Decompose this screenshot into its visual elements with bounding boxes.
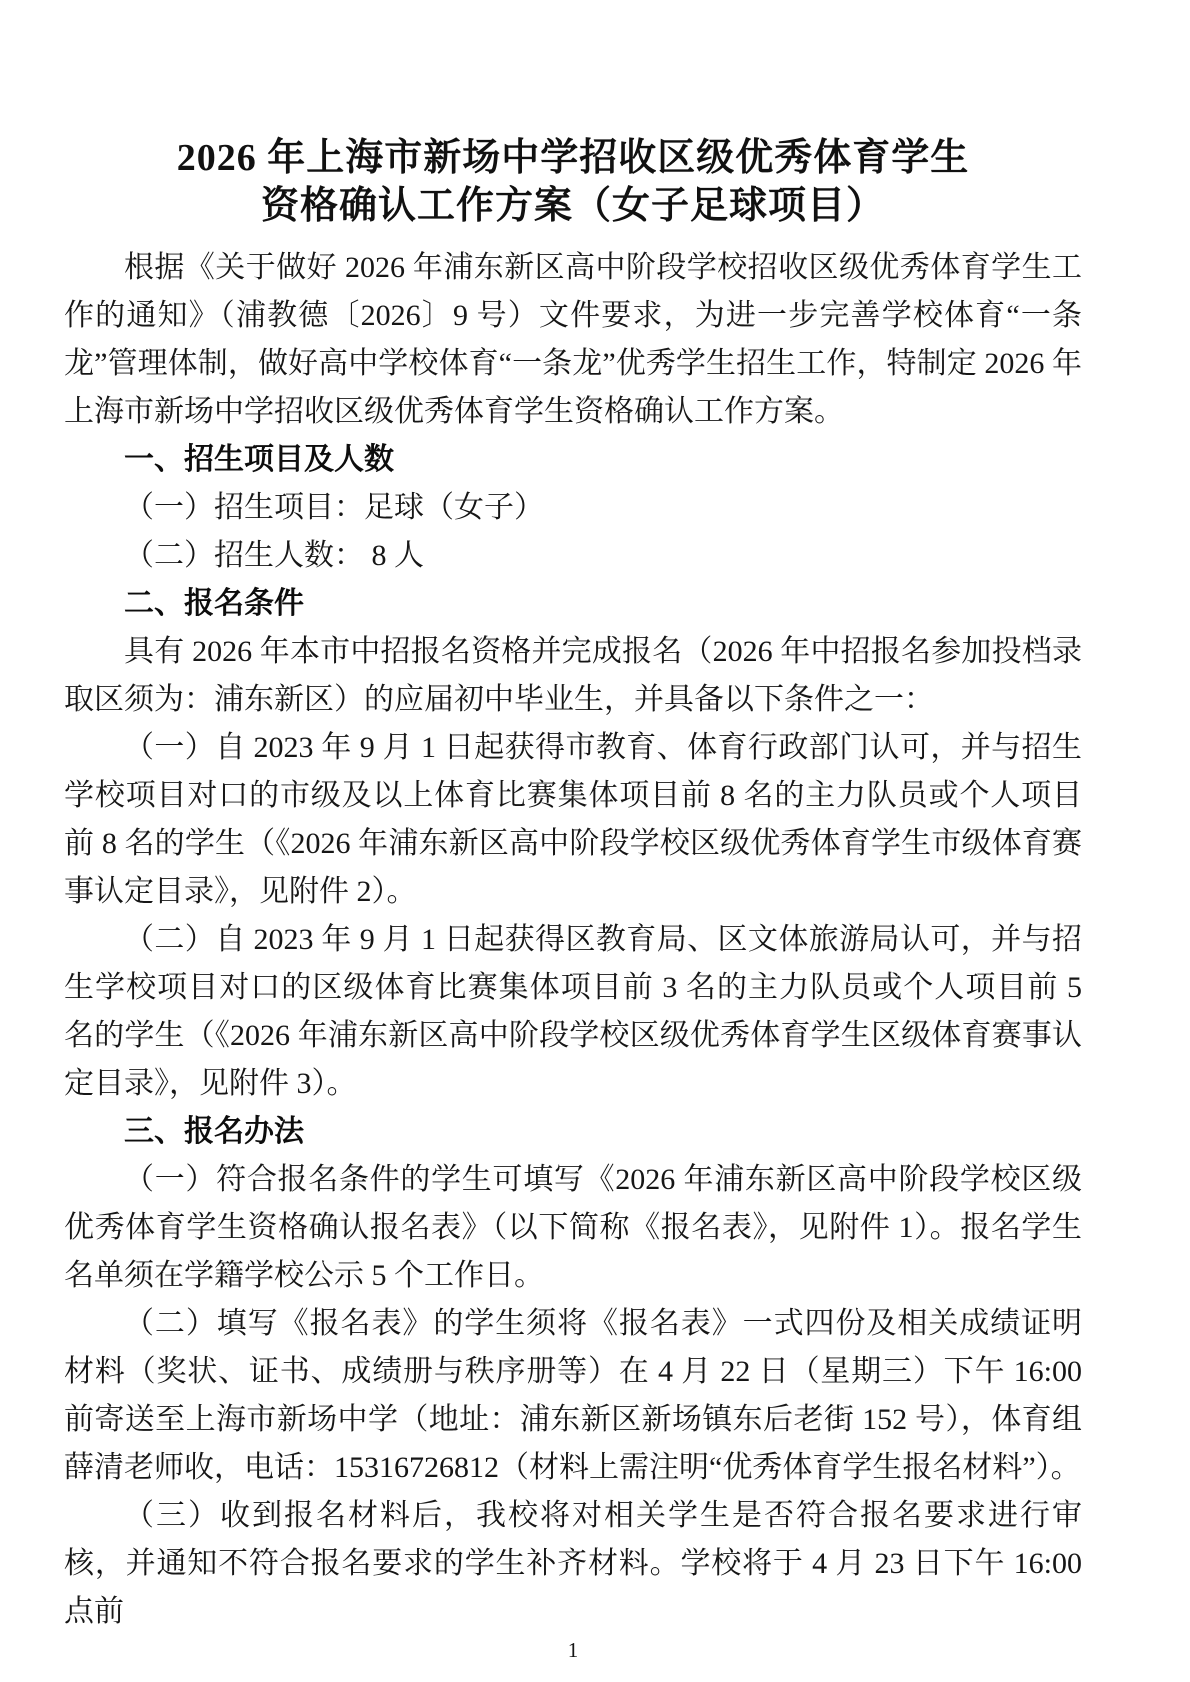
condition-1-paragraph: （一）自 2023 年 9 月 1 日起获得市教育、体育行政部门认可，并与招生学校项目对口的市级及以上体育比赛集体项目前 8 名的主力队员或个人项目前 8 名的学生（《2026 年浦东新区高中阶段学校区级优秀体育学生市级体育赛事认定目录》，见附件 2）。 [64, 731, 1082, 908]
method-3-paragraph: （三）收到报名材料后，我校将对相关学生是否符合报名要求进行审核，并通知不符合报名要求的学生补齐材料。学校将于 4 月 23 日下午 16:00 点前 [64, 1499, 1082, 1628]
document-content [64, 134, 1082, 1664]
document-body [64, 244, 1082, 1636]
document-title-line-2: 资格确认工作方案（女子足球项目） [260, 185, 885, 227]
intro-paragraph: 根据《关于做好 2026 年浦东新区高中阶段学校招收区级优秀体育学生工作的通知》（浦教德〔2026〕9 号）文件要求，为进一步完善学校体育“一条龙”管理体制，做好高中学校体育“一条龙”优秀学生招生工作，特制定 2026 年上海市新场中学招收区级优秀体育学生资格确认工作方案。 [64, 251, 1082, 428]
document-title [64, 134, 1082, 230]
condition-2-paragraph: （二）自 2023 年 9 月 1 日起获得区教育局、区文体旅游局认可，并与招生学校项目对口的区级体育比赛集体项目前 3 名的主力队员或个人项目前 5 名的学生（《2026 年浦东新区高中阶段学校区级优秀体育学生区级体育赛事认定目录》，见附件 3）。 [64, 923, 1082, 1100]
section-2-heading: 二、报名条件 [124, 587, 304, 620]
recruitment-project-item: （一）招生项目：足球（女子） [124, 491, 544, 524]
method-2-paragraph: （二）填写《报名表》的学生须将《报名表》一式四份及相关成绩证明材料（奖状、证书、成绩册与秩序册等）在 4 月 22 日（星期三）下午 16:00 前寄送至上海市新场中学（地址：浦东新区新场镇东后老街 152 号），体育组 薛清老师收，电话：15316726812（材料上需注明“优秀体育学生报名材料”）。 [64, 1307, 1082, 1484]
document-title-line-1: 2026 年上海市新场中学招收区级优秀体育学生 [176, 137, 970, 179]
section-3-heading: 三、报名办法 [124, 1115, 304, 1148]
page-number: 1 [567, 1638, 579, 1662]
eligibility-paragraph: 具有 2026 年本市中招报名资格并完成报名（2026 年中招报名参加投档录取区须为：浦东新区）的应届初中毕业生，并具备以下条件之一： [64, 635, 1082, 716]
method-1-paragraph: （一）符合报名条件的学生可填写《2026 年浦东新区高中阶段学校区级优秀体育学生资格确认报名表》（以下简称《报名表》，见附件 1）。报名学生名单须在学籍学校公示 5 个工作日。 [64, 1163, 1082, 1292]
section-1-heading: 一、招生项目及人数 [124, 443, 394, 476]
recruitment-quota-item: （二）招生人数： 8 人 [124, 539, 424, 572]
